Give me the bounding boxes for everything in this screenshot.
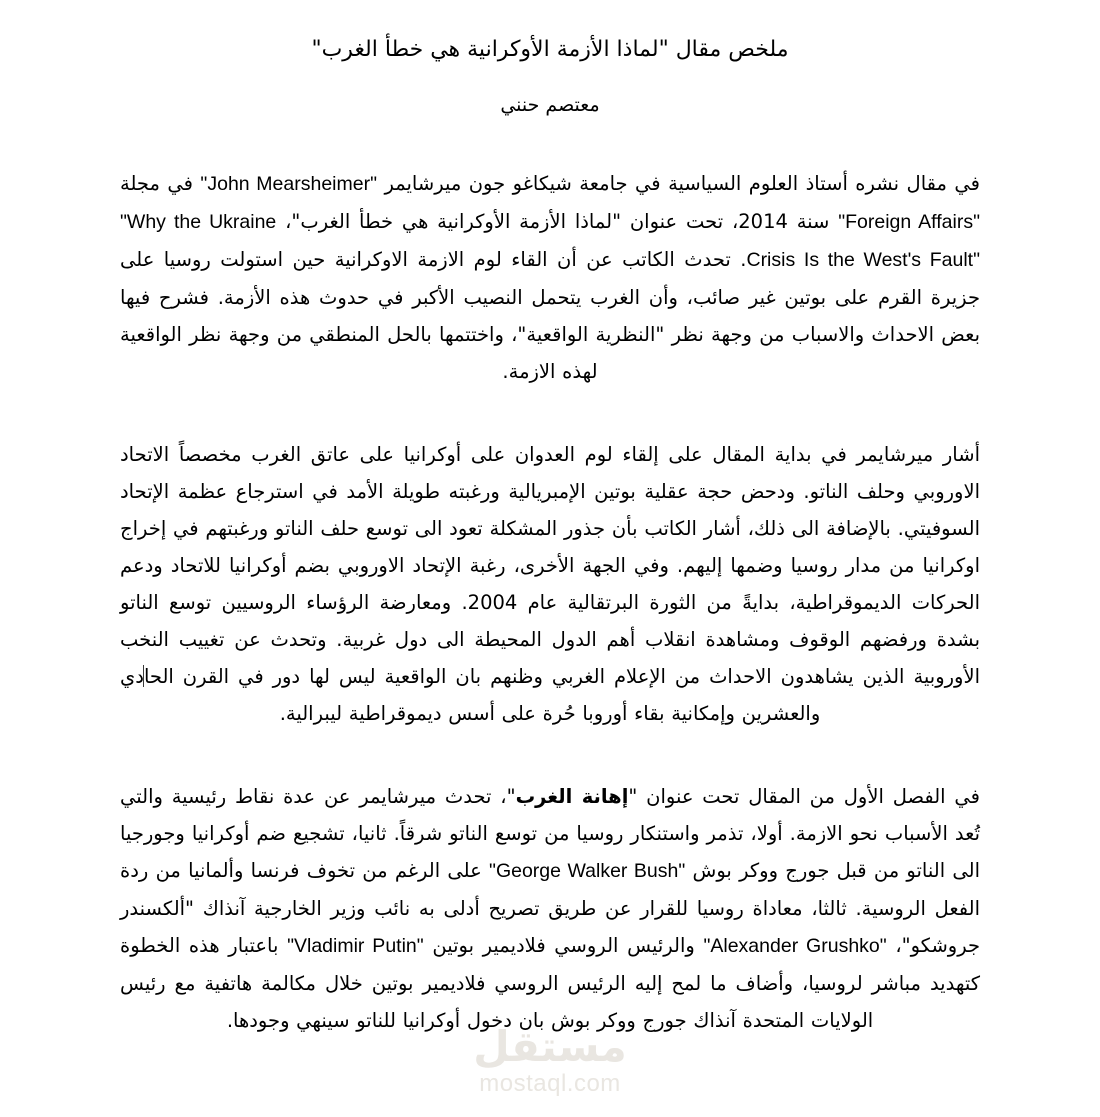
- text-run: في مقال نشره أستاذ العلوم السياسية في جامعة شيكاغو جون ميرشايمر: [377, 172, 980, 196]
- text-run: أشار ميرشايمر في بداية المقال على إلقاء لوم العدوان على أوكرانيا على عاتق الغرب مخصصاً الاتحاد الاوروبي وحلف الناتو. ودحض حجة عقلية بوتين الإمبريالية ورغبته طويلة الأمد في استرجاع عظمة الإتحاد السوفيتي. بالإضافة الى ذلك، أشار الكاتب بأن جذور المشكلة تعود الى توسع حلف الناتو ورغبتهم في إخراج اوكرانيا من مدار روسيا وضمها إليهم. وفي الجهة الأخرى، رغبة الإتحاد الاوروبي بضم أوكرانيا للاتحاد ودعم الحركات الديموقراطية، بدايةً من الثورة البرتقالية عام 2004. ومعارضة الرؤساء الروسيين توسع الناتو بشدة ورفضهم الوقوف ومشاهدة انقلاب أهم الدول المحيطة الى دول غربية. وتحدث عن تغييب النخب الأوروبية الذين يشاهدون الاحداث من الإعلام الغربي وظنهم بان الواقعية ليس لها دور في القرن الحا: [120, 443, 980, 689]
- latin-text-run: "Alexander Grushko": [703, 935, 887, 958]
- paragraph-1[interactable]: [120, 165, 980, 390]
- paragraph-2[interactable]: [120, 436, 980, 732]
- latin-text-run: "Vladimir Putin": [287, 935, 424, 958]
- text-run: والرئيس الروسي فلاديمير بوتين: [423, 934, 704, 958]
- text-run: . تحدث الكاتب عن أن القاء لوم الازمة الاوكرانية حين استولت روسيا على جزيرة القرم على بوتين غير صائب، وأن الغرب يتحمل النصيب الأكبر في حدوث هذه الأزمة. فشرح فيها بعض الاحداث والاسباب من وجهة نظر "النظرية الواقعية"، واختتمها بالحل المنطقي من وجهة نظر الواقعية لهذه الازمة.: [120, 248, 980, 384]
- text-run: سنة 2014، تحت عنوان "لماذا الأزمة الأوكرانية هي خطأ الغرب"،: [276, 210, 839, 234]
- text-run: على الرغم من تخوف فرنسا وألمانيا من ردة الفعل الروسية. ثالثا، معاداة روسيا للقرار عن طريق تصريح أدلى به نائب وزير الخارجية آنذاك "ألكسندر جروشكو"،: [120, 859, 981, 958]
- text-run: "، تحدث ميرشايمر عن عدة نقاط رئيسية والتي تُعد الأسباب نحو الازمة. أولا، تذمر واستنكار روسيا من توسع الناتو شرقاً. ثانيا، تشجيع ضم أوكرانيا وجورجيا الى الناتو من قبل جورج ووكر بوش: [120, 785, 980, 883]
- latin-text-run: "John Mearsheimer": [200, 173, 378, 196]
- watermark-arabic-logo: مستقل: [473, 1022, 627, 1072]
- text-run: دي والعشرين وإمكانية بقاء أوروبا حُرة على أسس ديموقراطية ليبرالية.: [120, 665, 821, 726]
- title-block: [120, 0, 980, 119]
- latin-text-run: "Why the Ukraine Crisis Is the West's Fault": [120, 211, 980, 272]
- latin-text-run: "Foreign Affairs": [838, 211, 981, 234]
- text-run: في الفصل الأول من المقال تحت عنوان ": [628, 785, 980, 809]
- document-title: ملخص مقال "لماذا الأزمة الأوكرانية هي خطأ الغرب": [311, 37, 789, 62]
- paragraph-container[interactable]: [120, 165, 980, 1039]
- paragraph-3[interactable]: [120, 778, 980, 1039]
- text-run: باعتبار هذه الخطوة كتهديد مباشر لروسيا، وأضاف ما لمح إليه الرئيس الروسي فلاديمير بوتين خلال مكالمة هاتفية مع رئيس الولايات المتحدة آنذاك جورج ووكر بوش بان دخول أوكرانيا للناتو سينهي وجودها.: [120, 934, 980, 1033]
- latin-text-run: "George Walker Bush": [489, 860, 686, 883]
- document-author: معتصم حنني: [500, 93, 600, 116]
- bold-text-run: إهانة الغرب: [515, 785, 629, 809]
- watermark-domain-text: mostaql.com: [479, 1070, 621, 1098]
- text-run: في مجلة: [120, 172, 201, 196]
